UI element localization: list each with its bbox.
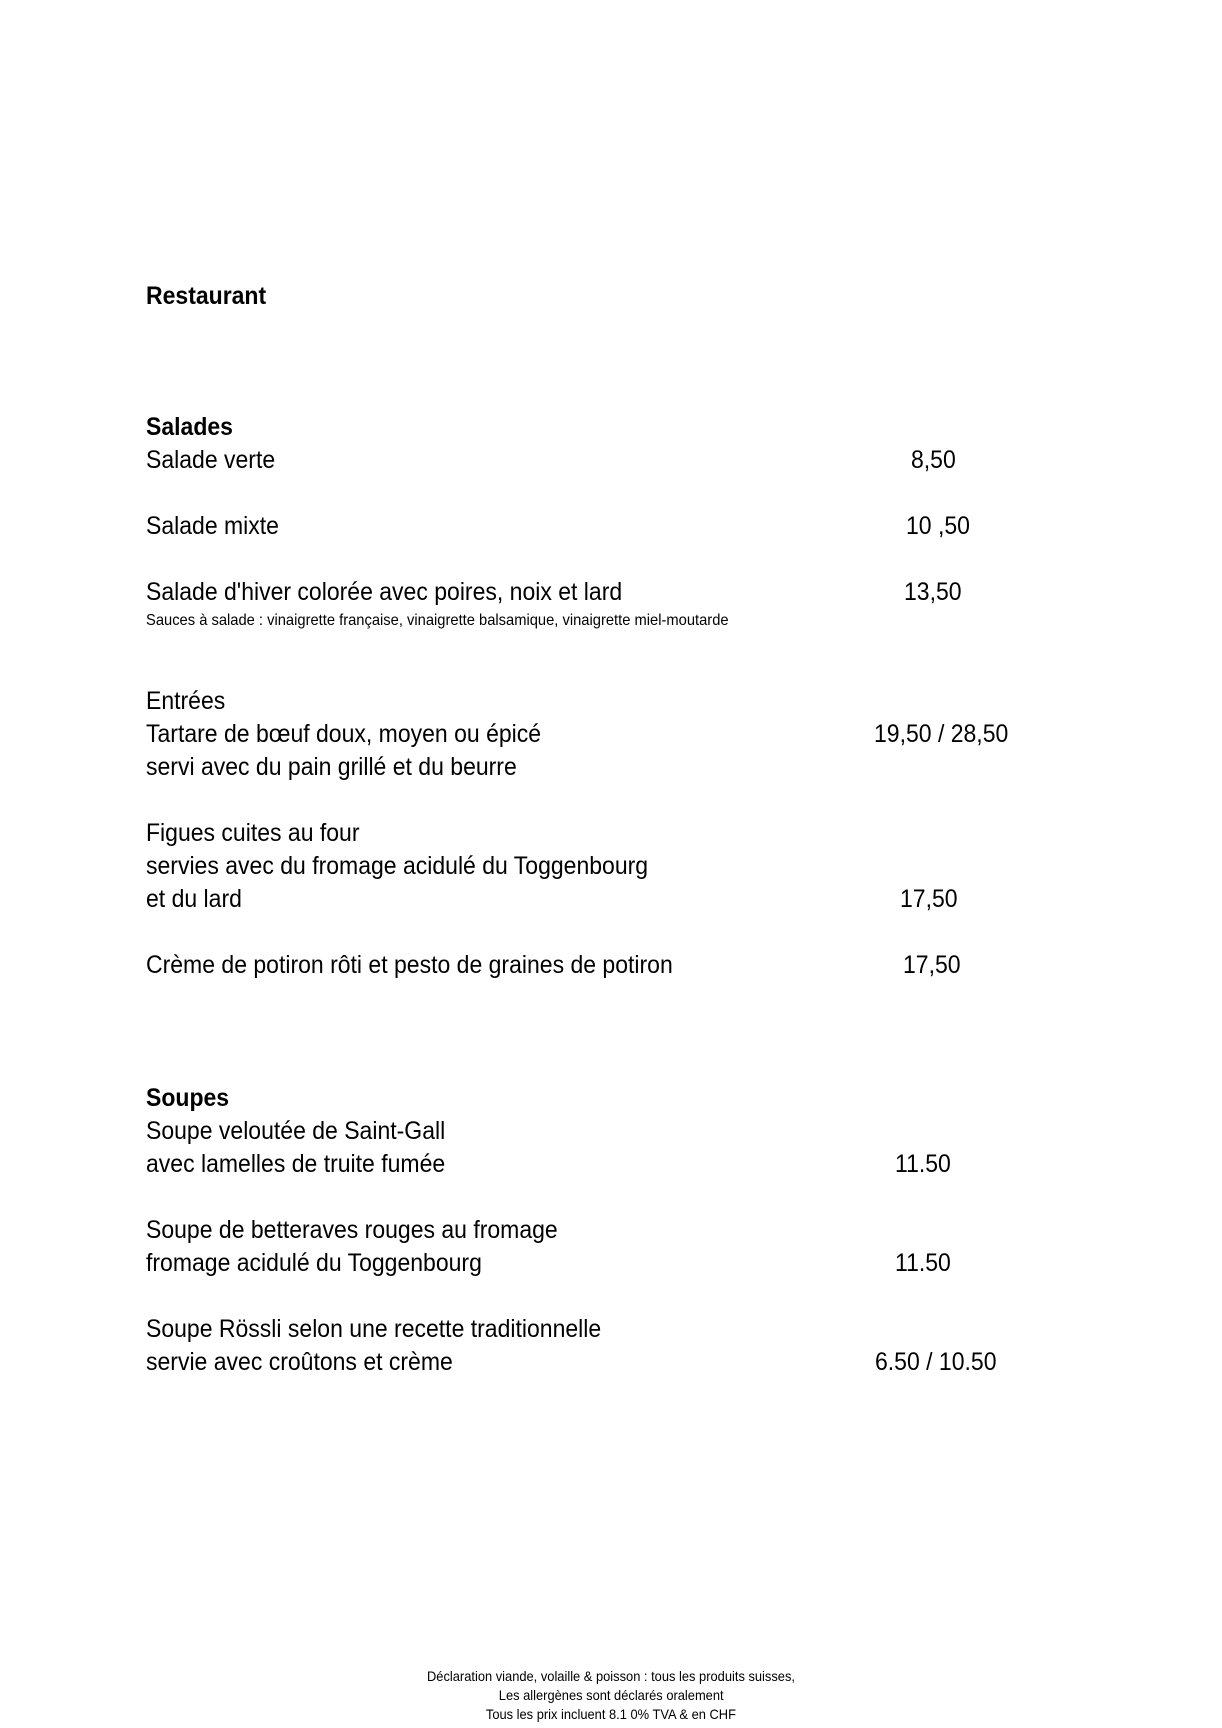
menu-item-price: 11.50 xyxy=(895,1249,951,1277)
footer-line: Tous les prix incluent 8.1 0% TVA & en CHF xyxy=(485,1706,737,1722)
menu-item-name: Salade mixte xyxy=(146,512,279,540)
menu-item-name: Tartare de bœuf doux, moyen ou épicé xyxy=(146,720,542,748)
menu-item-description: et du lard xyxy=(146,885,242,913)
menu-item-name: Figues cuites au four xyxy=(146,819,360,847)
footer-line: Les allergènes sont déclarés oralement xyxy=(498,1687,724,1703)
section-heading-soupes: Soupes xyxy=(146,1084,230,1112)
menu-item-price: 17,50 xyxy=(903,951,961,979)
section-heading-salades: Salades xyxy=(146,413,233,441)
menu-item-description: avec lamelles de truite fumée xyxy=(146,1150,446,1178)
menu-item-name: Soupe veloutée de Saint-Gall xyxy=(146,1117,446,1145)
page-title: Restaurant xyxy=(146,282,267,310)
menu-item-name: Soupe Rössli selon une recette traditionnelle xyxy=(146,1315,602,1343)
menu-item-description: servie avec croûtons et crème xyxy=(146,1348,453,1376)
menu-item-price: 11.50 xyxy=(895,1150,951,1178)
menu-item-description: servies avec du fromage acidulé du Toggenbourg xyxy=(146,852,649,880)
salad-dressing-note: Sauces à salade : vinaigrette française, vinaigrette balsamique, vinaigrette miel-moutarde xyxy=(146,612,729,629)
menu-item-name: Salade verte xyxy=(146,446,276,474)
menu-item-price: 6.50 / 10.50 xyxy=(875,1348,997,1376)
menu-item-price: 10 ,50 xyxy=(906,512,970,540)
menu-item-price: 13,50 xyxy=(904,578,962,606)
menu-item-price: 19,50 / 28,50 xyxy=(874,720,1009,748)
menu-item-price: 17,50 xyxy=(900,885,958,913)
menu-item-description: fromage acidulé du Toggenbourg xyxy=(146,1249,482,1277)
menu-item-name: Salade d'hiver colorée avec poires, noix et lard xyxy=(146,578,623,606)
menu-item-name: Crème de potiron rôti et pesto de graines de potiron xyxy=(146,951,673,979)
menu-item-name: Soupe de betteraves rouges au fromage xyxy=(146,1216,558,1244)
footer-line: Déclaration viande, volaille & poisson : tous les produits suisses, xyxy=(426,1668,795,1684)
menu-item-description: servi avec du pain grillé et du beurre xyxy=(146,753,517,781)
section-heading-entrees: Entrées xyxy=(146,687,226,715)
menu-item-price: 8,50 xyxy=(911,446,956,474)
